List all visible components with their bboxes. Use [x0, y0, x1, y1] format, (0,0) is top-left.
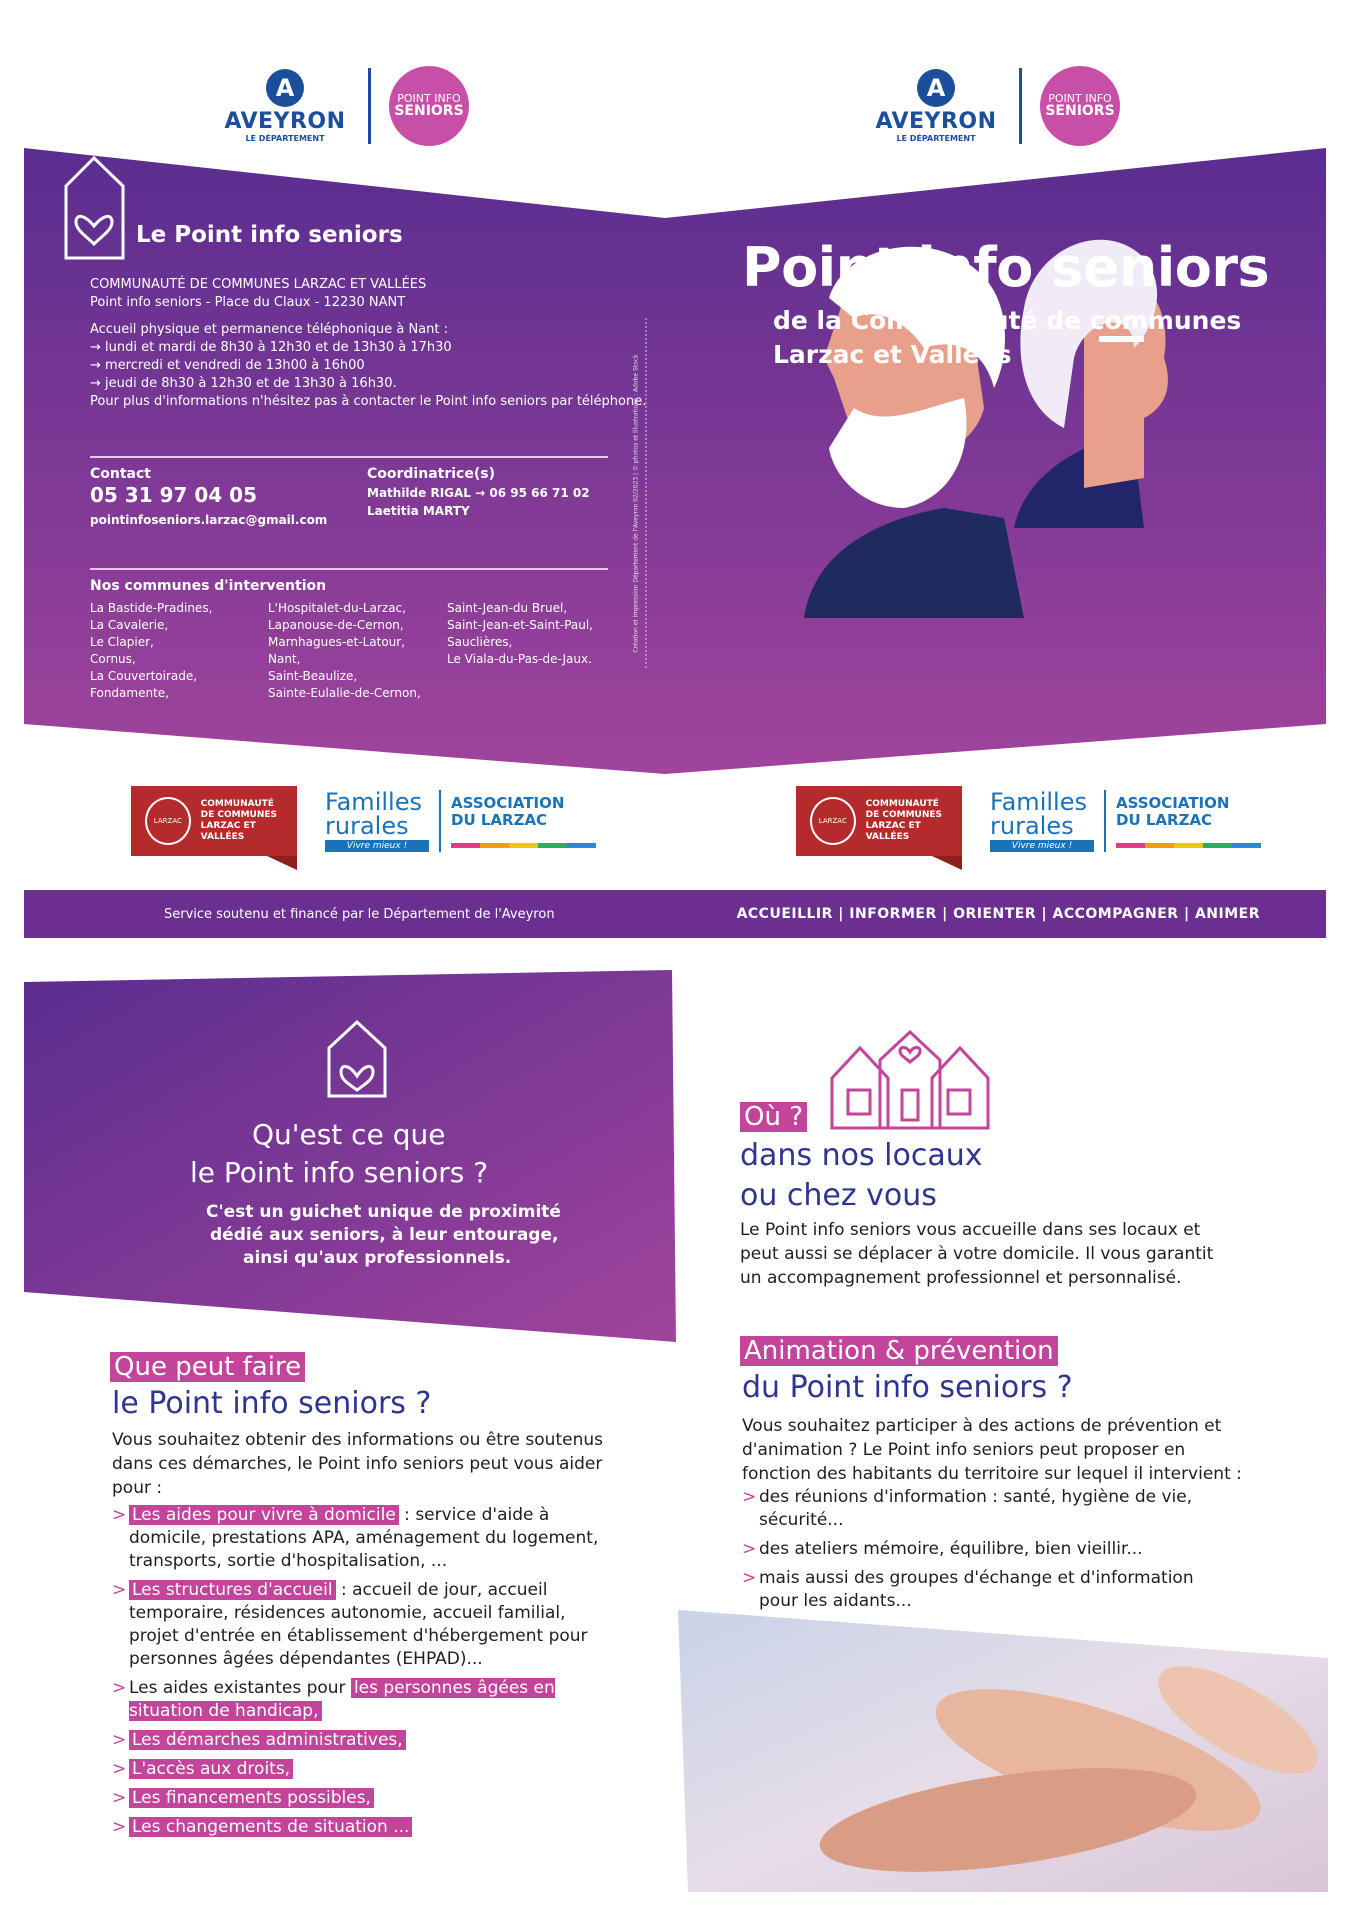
can-list [112, 1504, 618, 1845]
communes-column: L'Hospitalet-du-Larzac, Lapanouse-de-Cernon, Marnhagues-et-Latour, Nant, Saint-Beaulize, Sainte-Eulalie-de-Cernon, [268, 601, 421, 700]
larzac-seal-icon: LARZAC [810, 797, 856, 845]
hours-intro: Accueil physique et permanence téléphonique à Nant : [90, 322, 448, 337]
can-intro: Vous souhaitez obtenir des informations ou être soutenus dans ces démarches, le Point info seniors peut vous aider pour : [112, 1430, 603, 1498]
contact-phone: 05 31 97 04 05 [90, 483, 258, 507]
communaute-communes-logo: LARZAC COMMUNAUTÉ DE COMMUNES LARZAC ET VALLÉES [131, 786, 297, 856]
larzac-seal-icon: LARZAC [145, 797, 191, 845]
mission-strip [24, 890, 1326, 938]
anim-list [742, 1486, 1212, 1619]
can-title-highlight: Que peut faire [110, 1352, 305, 1382]
where-title: dans nos locaux [740, 1138, 983, 1173]
partner-logos-left [131, 786, 596, 856]
divider-line [90, 568, 608, 570]
hours-note: Pour plus d'informations n'hésitez pas à contacter le Point info seniors par téléphone. [90, 394, 647, 409]
aveyron-mark-icon: A [917, 69, 955, 107]
front-cover-title: Point info seniors [742, 236, 1270, 299]
communes-label: Nos communes d'intervention [90, 578, 327, 594]
communes-column: Saint-Jean-du Bruel, Saint-Jean-et-Saint-Paul, Sauclières, Le Viala-du-Pas-de-Jaux. [447, 601, 593, 666]
association-larzac-logo: ASSOCIATION DU LARZAC [1116, 795, 1261, 848]
anim-intro: Vous souhaitez participer à des actions de prévention et d'animation ? Le Point info seniors peut proposer en fonction des habitants du territoire sur lequel il intervient : [742, 1416, 1242, 1484]
list-item: > Les structures d'accueil : accueil de jour, accueil temporaire, résidences autonomie, accueil familial, projet d'entrée en établissement d'hébergement pour personnes âgées dépendantes (EHPAD)... [112, 1580, 588, 1669]
aveyron-mark-icon: A [266, 69, 304, 107]
rainbow-bar [451, 843, 596, 848]
what-text: dédié aux seniors, à leur entourage, [210, 1225, 559, 1245]
logo-divider [1019, 68, 1022, 144]
list-item: > Les changements de situation ... [112, 1816, 618, 1839]
point-info-seniors-badge: POINT INFO SENIORS [1040, 66, 1120, 146]
org-name: COMMUNAUTÉ DE COMMUNES LARZAC ET VALLÉES [90, 277, 427, 292]
what-title: le Point info seniors ? [190, 1156, 489, 1189]
front-cover-subtitle: Larzac et Vallées [773, 340, 1012, 369]
list-item: > Les démarches administratives, [112, 1729, 618, 1752]
logo-group-right [871, 66, 1120, 146]
anim-highlight: Animation & prévention [740, 1336, 1058, 1366]
hours-line: → jeudi de 8h30 à 12h30 et de 13h30 à 16h30. [90, 376, 397, 391]
point-info-seniors-badge: POINT INFO SENIORS [389, 66, 469, 146]
what-text: ainsi qu'aux professionnels. [243, 1248, 512, 1268]
credit-text: Création et impression Département de l'Aveyron 02/2023 | © photos et illustrations : Adobe Stock [632, 354, 640, 653]
association-larzac-logo: ASSOCIATION DU LARZAC [451, 795, 596, 848]
houses-icon [830, 1030, 990, 1132]
where-text: Le Point info seniors vous accueille dans ses locaux et peut aussi se déplacer à votre domicile. Il vous garantit un accompagnement professionnel et personnalisé. [740, 1220, 1214, 1288]
aveyron-logo: A AVEYRON LE DÉPARTEMENT [220, 69, 350, 143]
what-title: Qu'est ce que [252, 1118, 446, 1151]
where-title: ou chez vous [740, 1178, 937, 1213]
divider-line [90, 456, 608, 458]
rainbow-bar [1116, 843, 1261, 848]
hands-photo [678, 1610, 1328, 1892]
hours-line: → lundi et mardi de 8h30 à 12h30 et de 13h30 à 17h30 [90, 340, 452, 355]
logo-divider [1104, 790, 1106, 852]
contact-email: pointinfoseniors.larzac@gmail.com [90, 513, 328, 527]
list-item: > L'accès aux droits, [112, 1758, 618, 1781]
front-cover-subtitle: de la Communauté de communes [773, 306, 1242, 335]
coord-label: Coordinatrice(s) [367, 466, 495, 482]
list-item: > Les financements possibles, [112, 1787, 618, 1810]
list-item: > des ateliers mémoire, équilibre, bien vieillir... [742, 1539, 1143, 1559]
back-cover-title: Le Point info seniors [136, 222, 403, 248]
familles-rurales-logo: Familles rurales Vivre mieux ! [325, 790, 429, 852]
logo-divider [439, 790, 441, 852]
logo-divider [368, 68, 371, 144]
aveyron-logo: A AVEYRON LE DÉPARTEMENT [871, 69, 1001, 143]
list-item: > Les aides pour vivre à domicile : service d'aide à domicile, prestations APA, aménagement du logement, transports, sortie d'hospitalisation, ... [112, 1505, 599, 1571]
org-address: Point info seniors - Place du Claux - 12230 NANT [90, 295, 406, 310]
communes-column: La Bastide-Pradines, La Cavalerie, Le Clapier, Cornus, La Couvertoirade, Fondamente, [90, 601, 213, 700]
list-item: > des réunions d'information : santé, hygiène de vie, sécurité... [742, 1487, 1193, 1530]
list-item: > mais aussi des groupes d'échange et d'information pour les aidants... [742, 1568, 1194, 1611]
anim-title: du Point info seniors ? [742, 1370, 1073, 1405]
partner-logos-right [796, 786, 1261, 856]
can-title: le Point info seniors ? [112, 1386, 432, 1421]
coord-line: Mathilde RIGAL → 06 95 66 71 02 [367, 486, 590, 500]
contact-label: Contact [90, 466, 151, 482]
coord-line: Laetitia MARTY [367, 504, 470, 518]
missions-list: ACCUEILLIR | INFORMER | ORIENTER | ACCOMPAGNER | ANIMER [736, 906, 1260, 922]
familles-rurales-logo: Familles rurales Vivre mieux ! [990, 790, 1094, 852]
what-text: C'est un guichet unique de proximité [206, 1202, 561, 1222]
where-highlight: Où ? [740, 1102, 807, 1132]
hours-line: → mercredi et vendredi de 13h00 à 16h00 [90, 358, 365, 373]
logo-group-left [220, 66, 469, 146]
funding-note: Service soutenu et financé par le Département de l'Aveyron [164, 906, 555, 922]
list-item: > Les aides existantes pour les personnes âgées en situation de handicap, [112, 1678, 555, 1721]
communaute-communes-logo: LARZAC COMMUNAUTÉ DE COMMUNES LARZAC ET VALLÉES [796, 786, 962, 856]
